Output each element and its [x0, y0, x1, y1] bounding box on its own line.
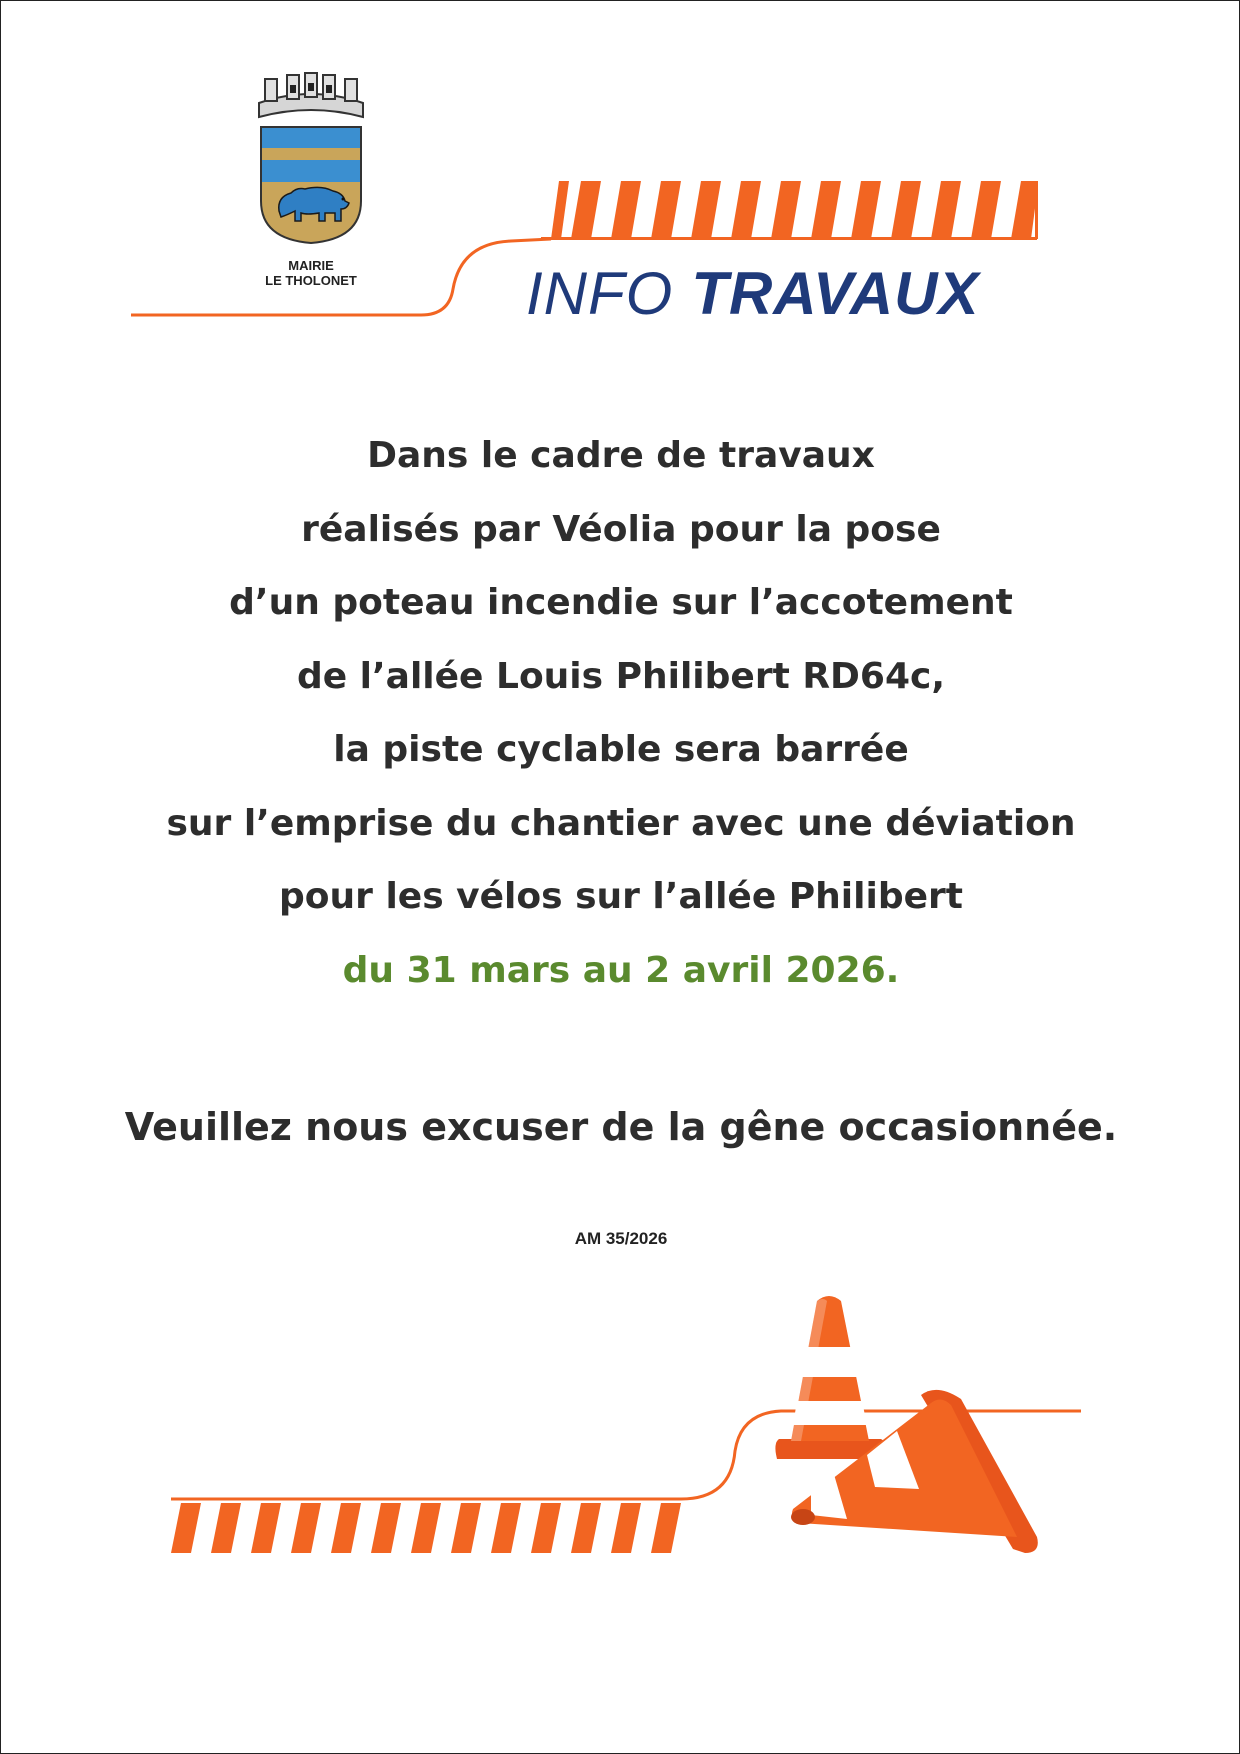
title-info: INFO: [526, 260, 674, 327]
notice-line: sur l’emprise du chantier avec une déviation: [166, 802, 1076, 844]
date-range: du 31 mars au 2 avril 2026.: [342, 949, 900, 991]
traffic-cone-upright-icon: [775, 1296, 886, 1459]
title-travaux: TRAVAUX: [691, 260, 980, 327]
footer-cones-graphic: [161, 1291, 1081, 1591]
notice-line: Dans le cadre de travaux: [367, 435, 875, 476]
reference-number: AM 35/2026: [574, 1229, 668, 1248]
notice-line: réalisés par Véolia pour la pose: [301, 508, 941, 550]
municipality-line-1: MAIRIE: [288, 258, 334, 273]
municipality-line-2: LE THOLONET: [265, 273, 357, 288]
notice-line: la piste cyclable sera barrée: [333, 729, 909, 770]
notice-line: pour les vélos sur l’allée Philibert: [279, 876, 963, 917]
notice-line: d’un poteau incendie sur l’accotement: [229, 582, 1013, 623]
notice-line: de l’allée Louis Philibert RD64c,: [296, 655, 946, 697]
info-travaux-title: [526, 259, 979, 329]
notice-body: [121, 419, 1121, 1007]
apology-text: Veuillez nous excuser de la gêne occasionnée.: [124, 1105, 1118, 1149]
